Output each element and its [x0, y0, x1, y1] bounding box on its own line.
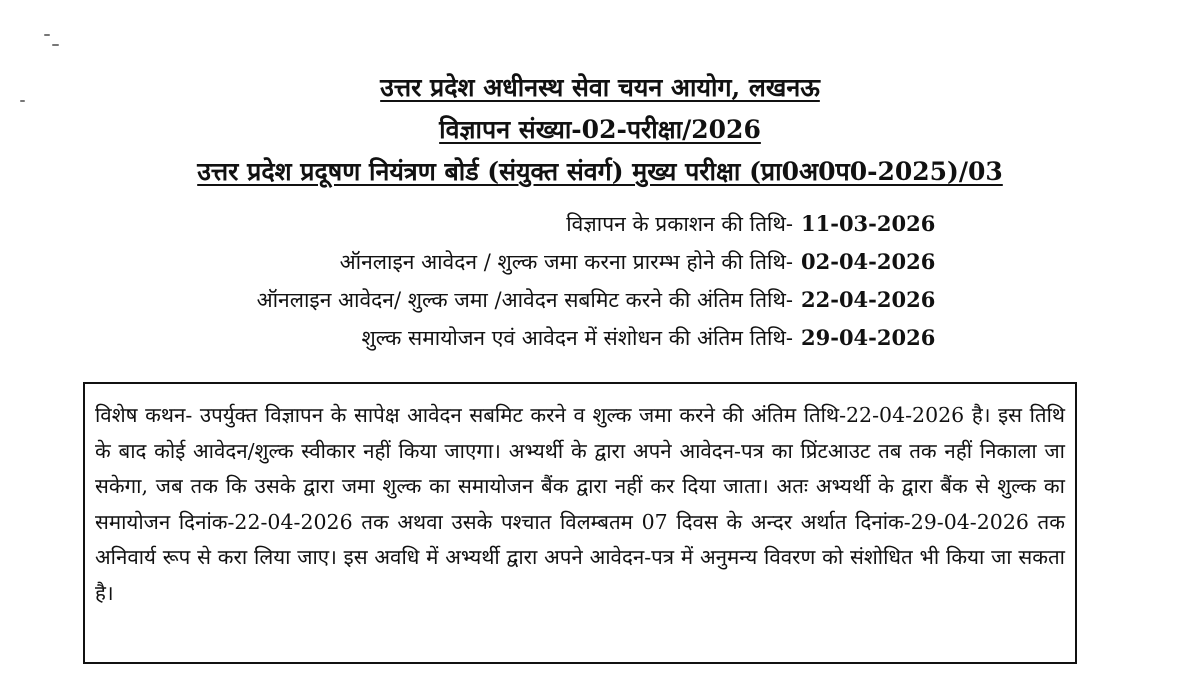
- date-label: शुल्क समायोजन एवं आवेदन में संशोधन की अंतिम तिथि-: [361, 326, 793, 350]
- scan-artifact: [52, 44, 59, 46]
- organization-heading: [0, 72, 1200, 104]
- scan-artifact: [44, 34, 50, 36]
- organization-name: उत्तर प्रदेश अधीनस्थ सेवा चयन आयोग, लखनऊ: [380, 73, 820, 102]
- important-dates: [120, 210, 935, 362]
- date-label: विज्ञापन के प्रकाशन की तिथि-: [566, 212, 793, 236]
- date-value: 29-04-2026: [801, 325, 936, 350]
- date-label: ऑनलाइन आवेदन / शुल्क जमा करना प्रारम्भ होने की तिथि-: [339, 250, 793, 274]
- special-notice-box: [83, 382, 1077, 664]
- date-label: ऑनलाइन आवेदन/ शुल्क जमा /आवेदन सबमिट करने की अंतिम तिथि-: [256, 288, 793, 312]
- special-notice-text: विशेष कथन- उपर्युक्त विज्ञापन के सापेक्ष आवेदन सबमिट करने व शुल्क जमा करने की अंतिम तिथि-22-04-2026 है। इस तिथि के बाद कोई आवेदन/शुल्क स्वीकार नहीं किया जाएगा। अभ्यर्थी के द्वारा अपने आवेदन-पत्र का प्रिंटआउट तब तक नहीं निकाला जा सकेगा, जब तक कि उसके द्वारा जमा शुल्क का समायोजन बैंक द्वारा नहीं कर दिया जाता। अतः अभ्यर्थी के द्वारा बैंक से शुल्क का समायोजन दिनांक-22-04-2026 तक अथवा उसके पश्चात विलम्बतम 07 दिवस के अन्दर अर्थात दिनांक-29-04-2026 तक अनिवार्य रूप से करा लिया जाए। इस अवधि में अभ्यर्थी द्वारा अपने आवेदन-पत्र में अनुमन्य विवरण को संशोधित भी किया जा सकता है।: [95, 403, 1065, 605]
- advertisement-heading: [0, 114, 1200, 146]
- exam-heading: [0, 156, 1200, 188]
- date-row-application-last: [120, 286, 935, 324]
- date-value: 02-04-2026: [801, 249, 936, 274]
- date-row-fee-reconciliation: [120, 324, 935, 362]
- date-value: 22-04-2026: [801, 287, 936, 312]
- advertisement-number: विज्ञापन संख्या-02-परीक्षा/2026: [439, 115, 761, 144]
- date-row-application-start: [120, 248, 935, 286]
- date-value: 11-03-2026: [801, 211, 936, 236]
- exam-title: उत्तर प्रदेश प्रदूषण नियंत्रण बोर्ड (संयुक्त संवर्ग) मुख्य परीक्षा (प्रा0अ0प0-2025)/03: [197, 157, 1003, 186]
- date-row-publication: [120, 210, 935, 248]
